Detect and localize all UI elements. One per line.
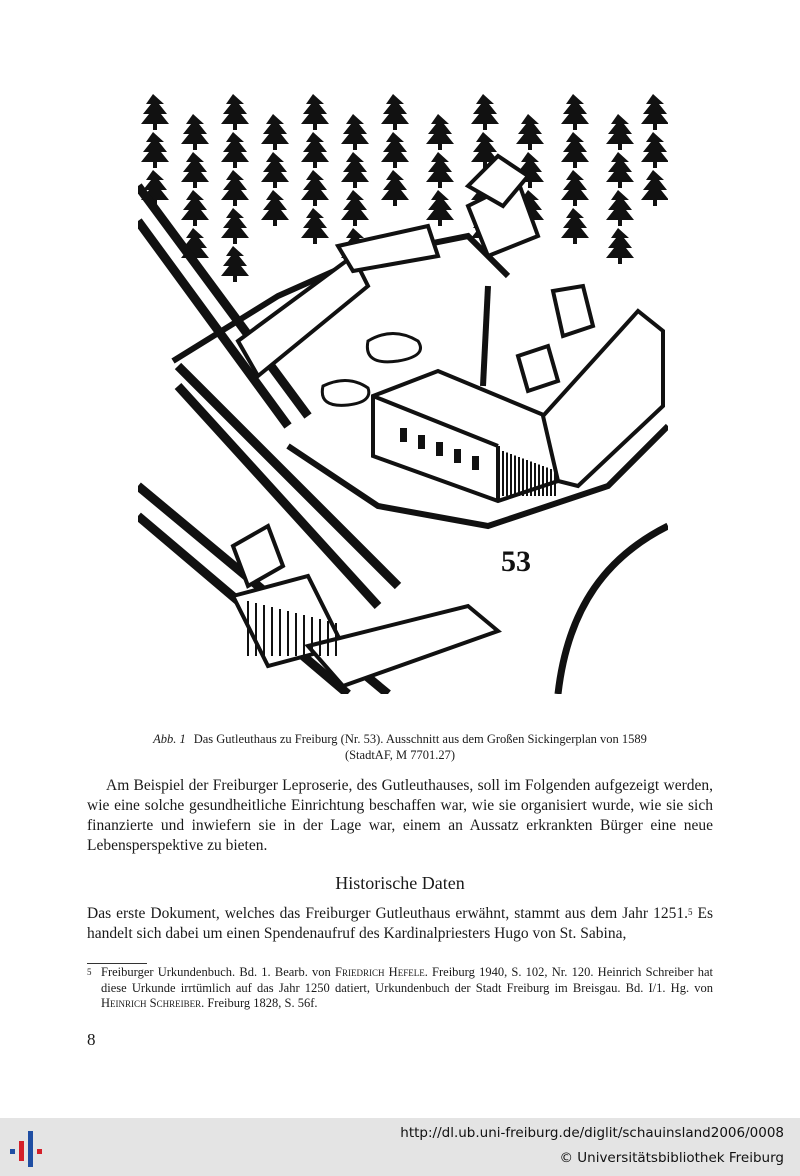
permalink-url[interactable]: http://dl.ub.uni-freiburg.de/diglit/schauinsland2006/0008 [400,1125,784,1141]
footnote-divider [87,963,147,964]
footnote-part-1: Freiburger Urkundenbuch. Bd. 1. Bearb. von [101,965,336,979]
page-number: 8 [87,1030,96,1049]
copyright-notice: © Universitätsbibliothek Freiburg [559,1150,784,1166]
caption-figure-label: Abb. 1 [153,732,186,746]
footnote-5 [87,965,713,1012]
map-number-label: 53 [501,545,531,578]
body-paragraph-2 [87,904,713,944]
paragraph-2-text: Das erste Dokument, welches das Freiburger Gutleuthaus erwähnt, stammt aus dem Jahr 1251. [87,905,688,922]
footnote-author-1: Friedrich Hefele [335,965,425,979]
body-paragraph-1: Am Beispiel der Freiburger Leproserie, des Gutleuthauses, soll im Folgenden aufgezeigt werden, wie eine solche gesundheitliche Einrichtung beschaffen war, wie sie organisiert wurde, wie sie sich finanzierte und inwiefern sie in der Lage war, einem an Aussatz erkrankten Bürger eine neue Lebensperspektive zu bieten. [87,777,713,854]
section-heading: Historische Daten [335,873,465,893]
viewer-footer-bar [0,1118,800,1176]
footnote-reference[interactable]: 5 [687,907,693,917]
ub-freiburg-logo-icon[interactable] [8,1127,48,1169]
footnote-author-2: Heinrich Schreiber [101,996,202,1010]
caption-line-1: Das Gutleuthaus zu Freiburg (Nr. 53). Ausschnitt aus dem Großen Sickingerplan von 1589 [193,732,647,746]
footnote-number: 5 [87,967,92,977]
figure-caption [100,731,700,763]
woodcut-drawing [138,86,668,694]
figure-sickingerplan-illustration [138,86,668,694]
footnote-part-3: . Freiburg 1828, S. 56f. [201,996,318,1010]
footnote-part-2: . Freiburg 1940, S. 102, Nr. 120. Heinrich Schreiber hat diese Urkunde irrtümlich auf das Jahr 1250 datiert, Urkundenbuch der Stadt Freiburg im Breisgau. Bd. I/1. Hg. von [101,965,713,995]
paragraph-2-continuation: Es handelt sich dabei um einen Spendenaufruf des Kardinalpriesters Hugo von St. Sabina, [87,905,713,942]
caption-line-2: (StadtAF, M 7701.27) [344,748,456,762]
